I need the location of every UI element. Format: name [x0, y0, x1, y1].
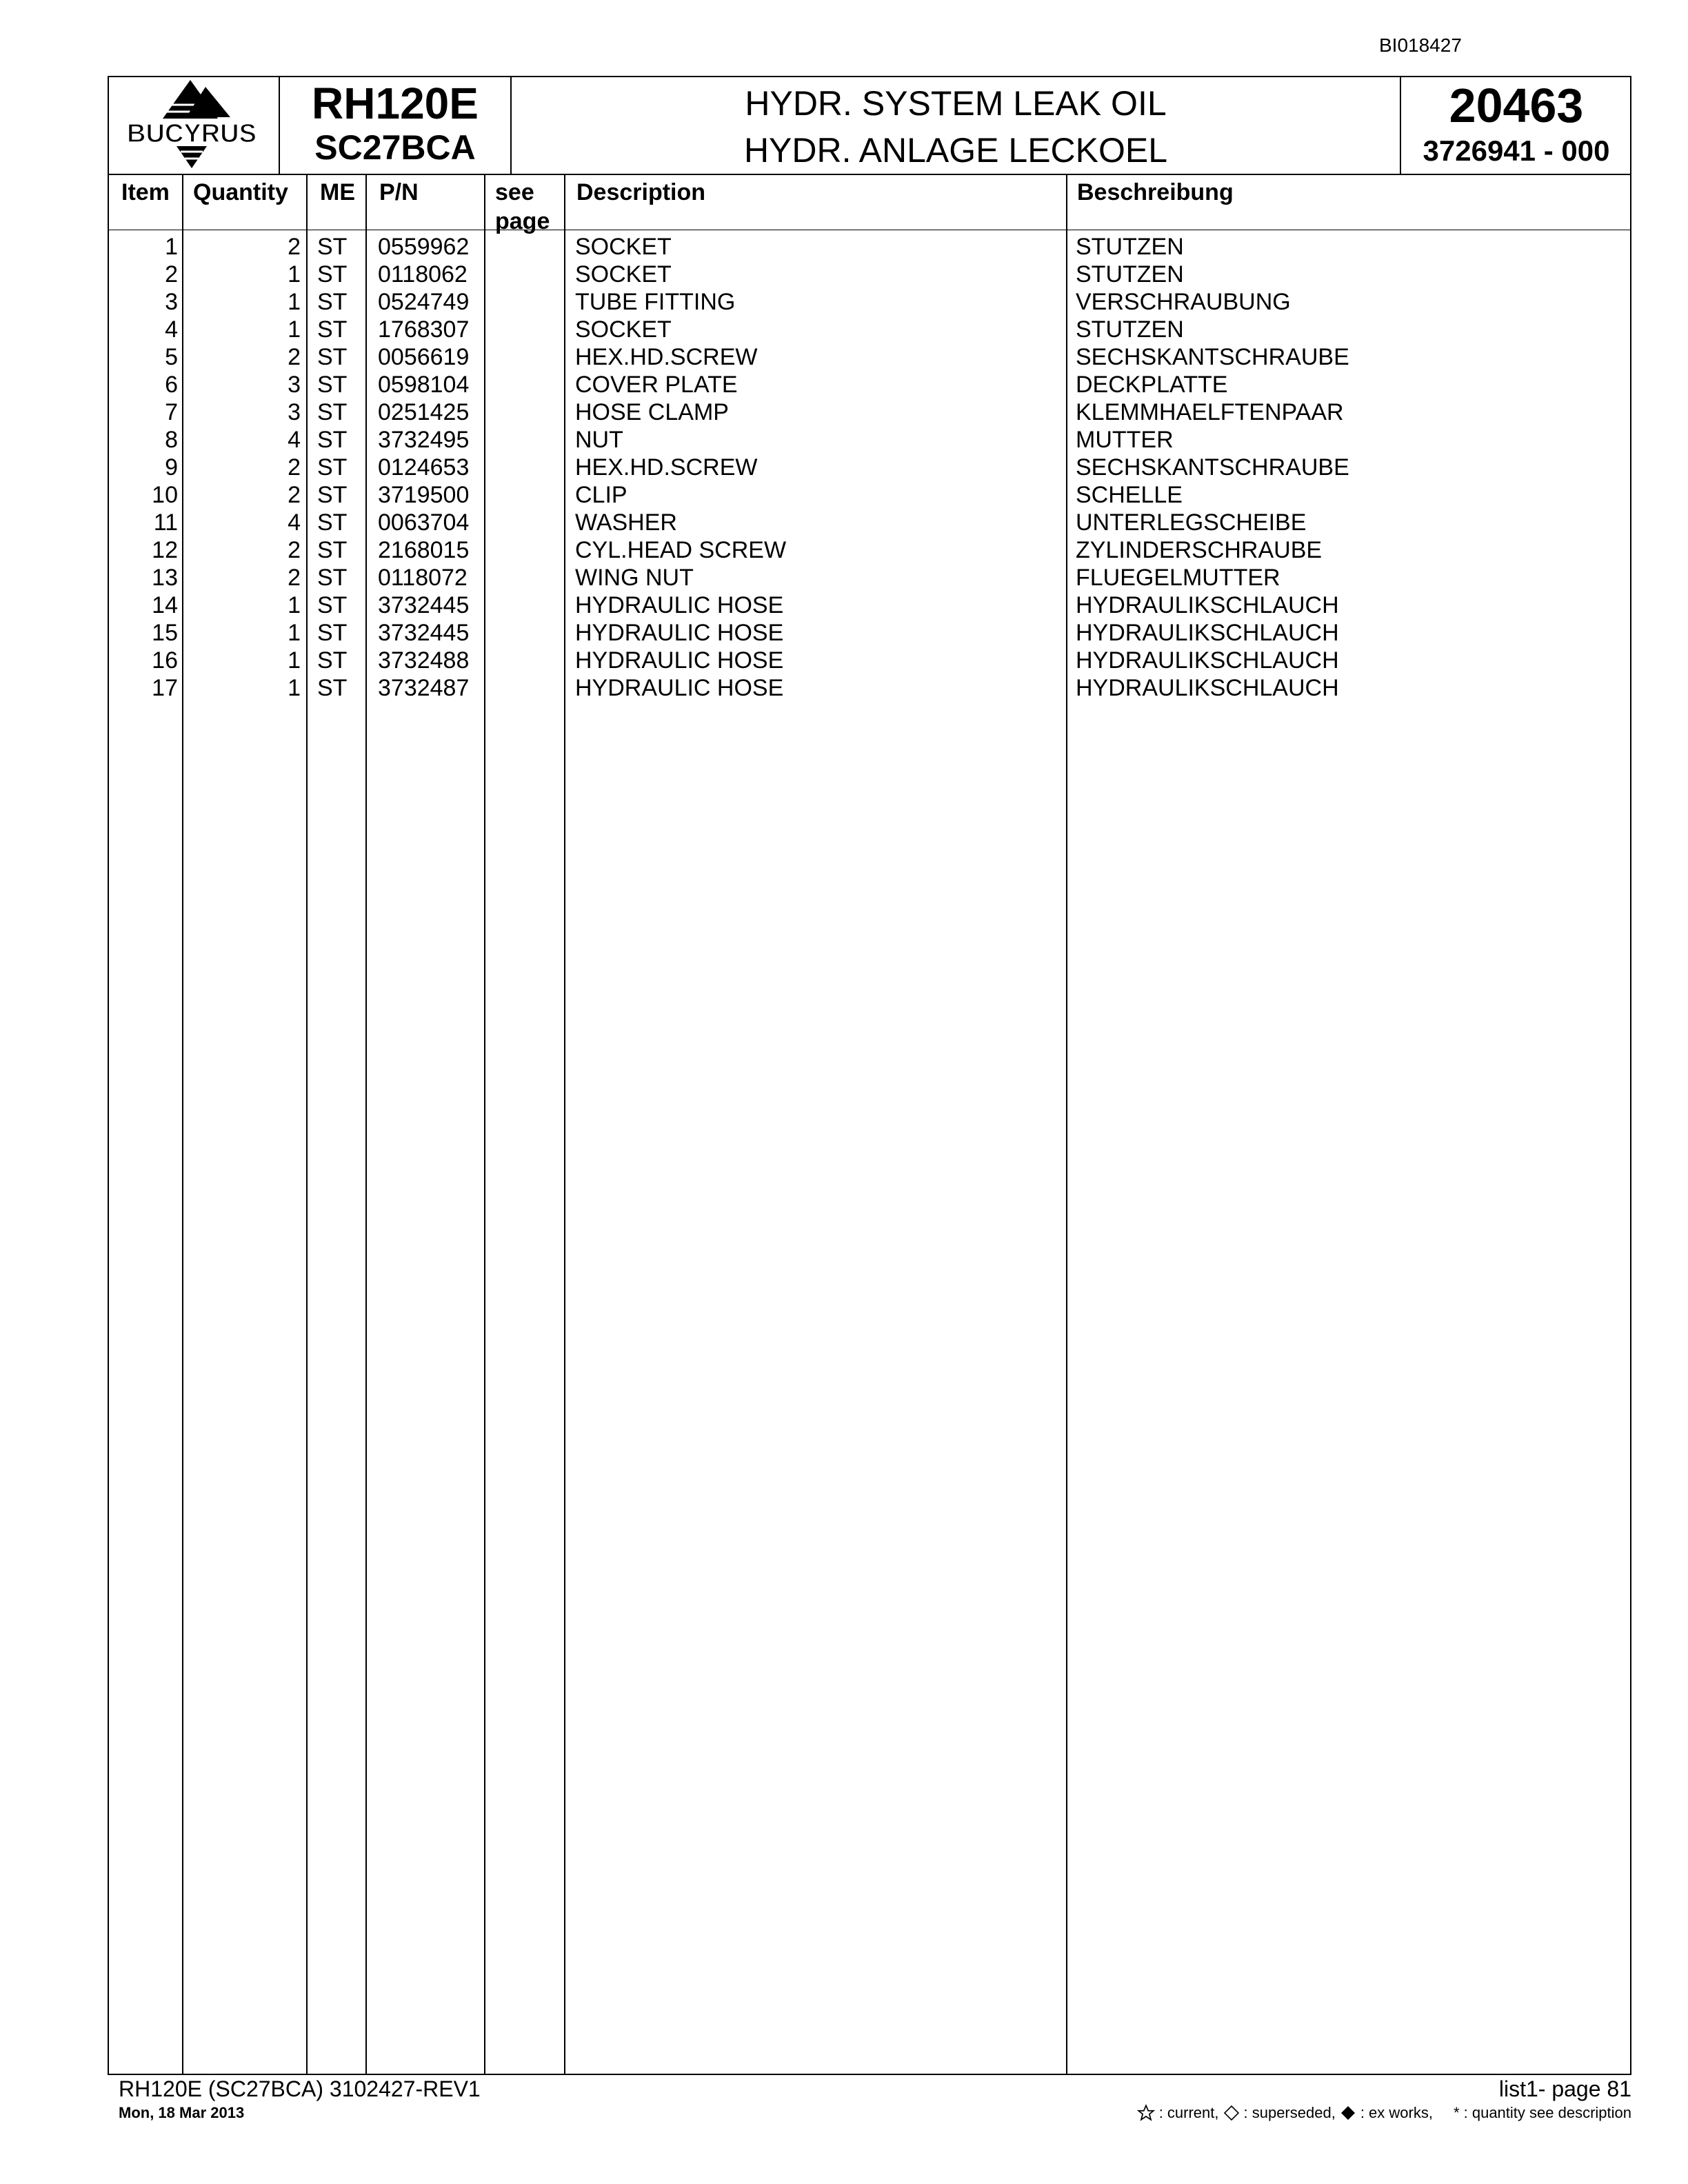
description-cell: CYL.HEAD SCREW	[575, 537, 787, 563]
table-row	[109, 674, 1630, 702]
quantity-cell: 1	[288, 620, 301, 646]
unit-cell: ST	[317, 234, 348, 260]
quantity-cell: 3	[288, 372, 301, 398]
table-row	[109, 647, 1630, 674]
col-beschreibung: Beschreibung	[1077, 179, 1234, 205]
table-row	[109, 536, 1630, 564]
unit-cell: ST	[317, 647, 348, 674]
item-number-cell: 1	[165, 234, 178, 260]
table-row	[109, 343, 1630, 371]
unit-cell: ST	[317, 261, 348, 287]
quantity-cell: 1	[288, 261, 301, 287]
legend-current: : current,	[1158, 2104, 1219, 2121]
item-number-cell: 17	[152, 675, 178, 701]
col-quantity: Quantity	[193, 179, 288, 205]
part-number-cell: 3732488	[378, 647, 470, 674]
col-me: ME	[320, 179, 355, 205]
description-cell: NUT	[575, 427, 623, 453]
item-number-cell: 7	[165, 399, 178, 425]
quantity-cell: 2	[288, 565, 301, 591]
part-number-cell: 3732445	[378, 620, 470, 646]
beschreibung-cell: HYDRAULIKSCHLAUCH	[1076, 592, 1339, 618]
model-code: SC27BCA	[314, 128, 476, 167]
unit-cell: ST	[317, 399, 348, 425]
unit-cell: ST	[317, 565, 348, 591]
col-item: Item	[121, 179, 170, 205]
footer-document-ref: RH120E (SC27BCA) 3102427-REV1	[119, 2076, 481, 2101]
table-row	[109, 316, 1630, 343]
item-number-cell: 3	[165, 289, 178, 315]
parts-list-frame	[108, 76, 1631, 2075]
footer-legend	[1137, 2104, 1631, 2122]
description-cell: SOCKET	[575, 261, 672, 287]
quantity-cell: 1	[288, 675, 301, 701]
diamond-outline-icon	[1223, 2105, 1240, 2121]
part-number-cell: 3732487	[378, 675, 470, 701]
table-row	[109, 592, 1630, 619]
col-pn: P/N	[379, 179, 419, 205]
quantity-cell: 1	[288, 289, 301, 315]
unit-cell: ST	[317, 372, 348, 398]
unit-cell: ST	[317, 509, 348, 536]
model-cell	[280, 77, 512, 174]
header-band	[109, 77, 1630, 175]
quantity-cell: 2	[288, 454, 301, 481]
table-row	[109, 481, 1630, 509]
title-cell	[512, 77, 1401, 174]
item-number-cell: 13	[152, 565, 178, 591]
item-number-cell: 4	[165, 316, 178, 343]
item-number-cell: 16	[152, 647, 178, 674]
document-id: BI018427	[1379, 34, 1462, 56]
beschreibung-cell: DECKPLATTE	[1076, 372, 1228, 398]
table-row	[109, 564, 1630, 592]
table-row	[109, 426, 1630, 454]
model-name: RH120E	[312, 79, 479, 128]
beschreibung-cell: FLUEGELMUTTER	[1076, 565, 1280, 591]
star-outline-icon	[1137, 2104, 1155, 2122]
unit-cell: ST	[317, 289, 348, 315]
table-row	[109, 288, 1630, 316]
beschreibung-cell: MUTTER	[1076, 427, 1174, 453]
unit-cell: ST	[317, 537, 348, 563]
table-row	[109, 233, 1630, 261]
quantity-cell: 2	[288, 234, 301, 260]
unit-cell: ST	[317, 454, 348, 481]
description-cell: WING NUT	[575, 565, 694, 591]
col-description: Description	[576, 179, 706, 205]
footer-date: Mon, 18 Mar 2013	[119, 2104, 245, 2121]
unit-cell: ST	[317, 316, 348, 343]
beschreibung-cell: STUTZEN	[1076, 234, 1184, 260]
item-number-cell: 14	[152, 592, 178, 618]
title-german: HYDR. ANLAGE LECKOEL	[743, 131, 1168, 170]
part-number-cell: 0056619	[378, 344, 470, 370]
part-number-cell: 0124653	[378, 454, 470, 481]
unit-cell: ST	[317, 592, 348, 618]
unit-cell: ST	[317, 344, 348, 370]
logo-text: BUCYRUS	[127, 119, 257, 148]
part-number: 3726941 - 000	[1423, 134, 1610, 167]
beschreibung-cell: ZYLINDERSCHRAUBE	[1076, 537, 1323, 563]
part-number-cell: 1768307	[378, 316, 470, 343]
description-cell: HYDRAULIC HOSE	[575, 620, 784, 646]
beschreibung-cell: SECHSKANTSCHRAUBE	[1076, 454, 1349, 481]
item-number-cell: 2	[165, 261, 178, 287]
footer-page: list1- page 81	[1498, 2076, 1631, 2101]
table-row	[109, 619, 1630, 647]
group-number: 20463	[1449, 79, 1584, 132]
unit-cell: ST	[317, 620, 348, 646]
description-cell: HYDRAULIC HOSE	[575, 675, 784, 701]
description-cell: CLIP	[575, 482, 627, 508]
description-cell: COVER PLATE	[575, 372, 738, 398]
item-number-cell: 10	[152, 482, 178, 508]
title-english: HYDR. SYSTEM LEAK OIL	[745, 84, 1167, 123]
beschreibung-cell: SCHELLE	[1076, 482, 1183, 508]
col-see-page: see page	[495, 179, 550, 234]
table-row	[109, 509, 1630, 536]
quantity-cell: 4	[288, 509, 301, 536]
beschreibung-cell: HYDRAULIKSCHLAUCH	[1076, 675, 1339, 701]
description-cell: HYDRAULIC HOSE	[575, 647, 784, 674]
quantity-cell: 1	[288, 592, 301, 618]
description-cell: HEX.HD.SCREW	[575, 454, 758, 481]
legend-ex-works: : ex works,	[1360, 2104, 1433, 2121]
item-number-cell: 8	[165, 427, 178, 453]
item-number-cell: 11	[153, 509, 178, 536]
part-number-cell: 3732495	[378, 427, 470, 453]
quantity-cell: 2	[288, 537, 301, 563]
part-number-cell: 0524749	[378, 289, 470, 315]
legend-superseded: : superseded,	[1243, 2104, 1336, 2121]
part-number-cell: 0118062	[378, 261, 468, 287]
beschreibung-cell: UNTERLEGSCHEIBE	[1076, 509, 1307, 536]
bucyrus-logo	[109, 77, 280, 174]
beschreibung-cell: HYDRAULIKSCHLAUCH	[1076, 647, 1339, 674]
beschreibung-cell: VERSCHRAUBUNG	[1076, 289, 1291, 315]
unit-cell: ST	[317, 427, 348, 453]
description-cell: TUBE FITTING	[575, 289, 736, 315]
item-number-cell: 6	[165, 372, 178, 398]
legend-quantity: * : quantity see description	[1453, 2104, 1631, 2121]
part-number-cell: 0251425	[378, 399, 470, 425]
description-cell: SOCKET	[575, 234, 672, 260]
item-number-cell: 12	[152, 537, 178, 563]
quantity-cell: 1	[288, 647, 301, 674]
description-cell: SOCKET	[575, 316, 672, 343]
item-number-cell: 5	[165, 344, 178, 370]
table-row	[109, 261, 1630, 288]
table-row	[109, 454, 1630, 481]
table-row	[109, 371, 1630, 398]
description-cell: HOSE CLAMP	[575, 399, 729, 425]
item-number-cell: 15	[152, 620, 178, 646]
beschreibung-cell: STUTZEN	[1076, 261, 1184, 287]
beschreibung-cell: HYDRAULIKSCHLAUCH	[1076, 620, 1339, 646]
quantity-cell: 4	[288, 427, 301, 453]
part-number-cell: 3719500	[378, 482, 470, 508]
beschreibung-cell: SECHSKANTSCHRAUBE	[1076, 344, 1349, 370]
table-row	[109, 398, 1630, 426]
part-number-cell: 0598104	[378, 372, 470, 398]
beschreibung-cell: STUTZEN	[1076, 316, 1184, 343]
quantity-cell: 2	[288, 344, 301, 370]
unit-cell: ST	[317, 675, 348, 701]
description-cell: HYDRAULIC HOSE	[575, 592, 784, 618]
part-number-cell: 2168015	[378, 537, 470, 563]
logo-cell	[109, 77, 280, 174]
unit-cell: ST	[317, 482, 348, 508]
column-headers	[109, 174, 1630, 234]
number-cell	[1401, 77, 1631, 174]
part-number-cell: 0063704	[378, 509, 470, 536]
quantity-cell: 3	[288, 399, 301, 425]
quantity-cell: 1	[288, 316, 301, 343]
part-number-cell: 0118072	[378, 565, 468, 591]
diamond-filled-icon	[1340, 2105, 1356, 2121]
description-cell: HEX.HD.SCREW	[575, 344, 758, 370]
item-number-cell: 9	[165, 454, 178, 481]
beschreibung-cell: KLEMMHAELFTENPAAR	[1076, 399, 1344, 425]
quantity-cell: 2	[288, 482, 301, 508]
part-number-cell: 3732445	[378, 592, 470, 618]
part-number-cell: 0559962	[378, 234, 470, 260]
description-cell: WASHER	[575, 509, 677, 536]
